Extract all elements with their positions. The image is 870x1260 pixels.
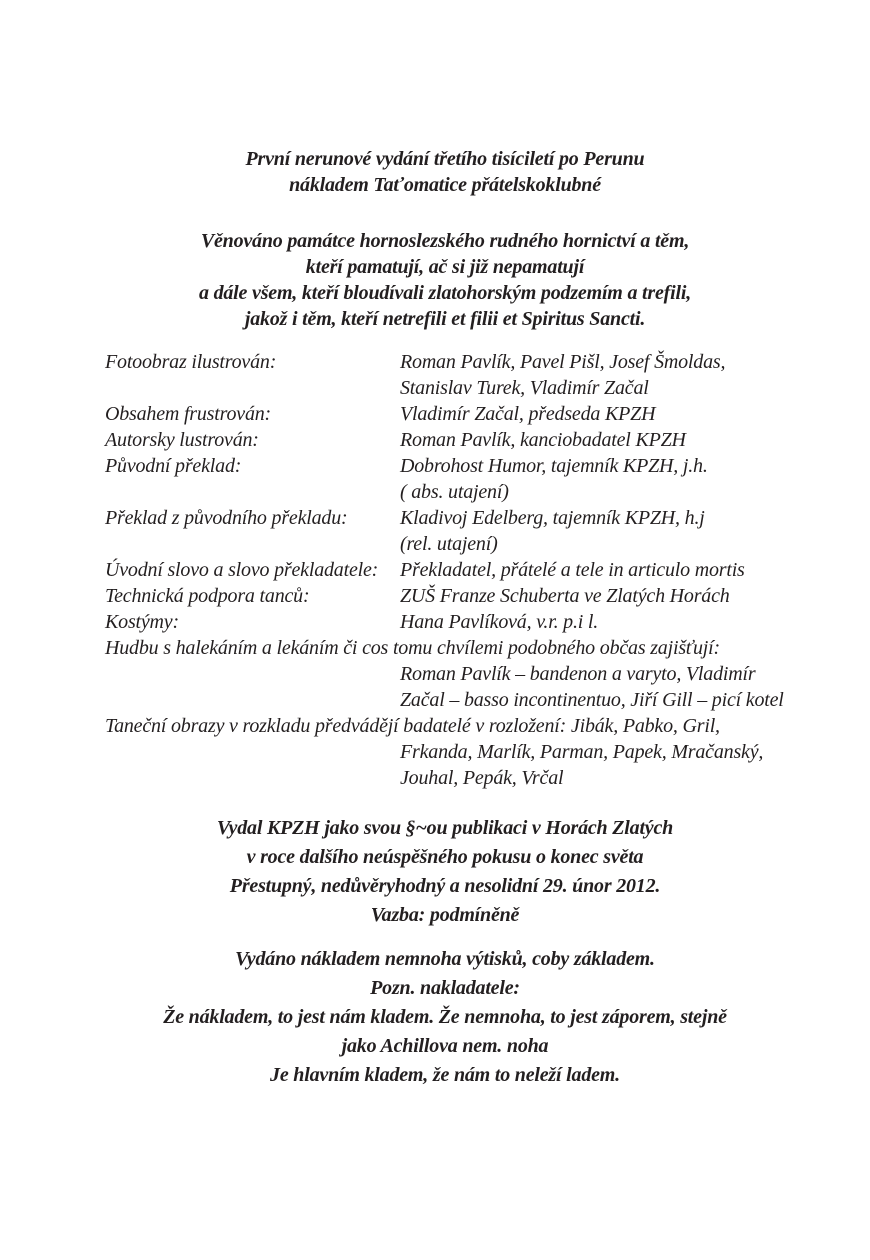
credit-value: Roman Pavlík – bandenon a varyto, Vladimír bbox=[400, 663, 756, 685]
publisher-note-line: Vydáno nákladem nemnoha výtisků, coby základem. bbox=[235, 948, 655, 970]
credit-row bbox=[105, 505, 820, 531]
credit-label: Fotoobraz ilustrován: bbox=[105, 351, 277, 373]
credit-value: Roman Pavlík, Pavel Pišl, Josef Šmoldas, bbox=[400, 351, 726, 373]
credit-row bbox=[105, 349, 820, 375]
credit-label: Obsahem frustrován: bbox=[105, 403, 272, 425]
publisher-note bbox=[70, 945, 820, 1090]
credit-value: Jouhal, Pepák, Vrčal bbox=[400, 767, 564, 789]
credit-label: Překlad z původního překladu: bbox=[105, 507, 348, 529]
credit-value: Kladivoj Edelberg, tajemník KPZH, h.j bbox=[400, 507, 705, 529]
dedication bbox=[70, 228, 820, 332]
credit-value: Začal – basso incontinentuo, Jiří Gill – picí kotel bbox=[400, 689, 784, 711]
credit-row bbox=[105, 479, 820, 505]
credit-value: Hana Pavlíková, v.r. p.i l. bbox=[400, 611, 599, 633]
edition-statement bbox=[70, 146, 820, 198]
imprint-line: Vydal KPZH jako svou §~ou publikaci v Horách Zlatých bbox=[216, 817, 674, 839]
imprint-line: v roce dalšího neúspěšného pokusu o konec světa bbox=[246, 846, 644, 868]
credit-value: Roman Pavlík, kanciobadatel KPZH bbox=[400, 429, 686, 451]
imprint bbox=[70, 814, 820, 930]
credit-full-line: Taneční obrazy v rozkladu předvádějí badatelé v rozložení: Jibák, Pabko, Gril, bbox=[105, 715, 720, 737]
credits-list bbox=[105, 349, 820, 791]
credit-value: Překladatel, přátelé a tele in articulo mortis bbox=[400, 559, 745, 581]
credit-row bbox=[105, 609, 820, 635]
dedication-line: a dále všem, kteří bloudívali zlatohorským podzemím a trefili, bbox=[198, 282, 692, 304]
credit-label: Autorsky lustrován: bbox=[105, 429, 259, 451]
credit-value: Stanislav Turek, Vladimír Začal bbox=[400, 377, 649, 399]
publisher-note-line: Je hlavním kladem, že nám to neleží ladem. bbox=[270, 1064, 620, 1086]
credit-value: Vladimír Začal, předseda KPZH bbox=[400, 403, 656, 425]
dedication-line: Věnováno památce hornoslezského rudného hornictví a těm, bbox=[200, 230, 690, 252]
credit-label: Úvodní slovo a slovo překladatele: bbox=[105, 559, 379, 581]
credit-value: Dobrohost Humor, tajemník KPZH, j.h. bbox=[400, 455, 708, 477]
credit-full-line: Hudbu s halekáním a lekáním či cos tomu chvílemi podobného občas zajišťují: bbox=[105, 637, 720, 659]
imprint-line: Přestupný, nedůvěryhodný a nesolidní 29. únor 2012. bbox=[229, 875, 661, 897]
publisher-note-line: Pozn. nakladatele: bbox=[370, 977, 520, 999]
credit-value: (rel. utajení) bbox=[400, 533, 498, 555]
credit-row bbox=[105, 531, 820, 557]
credit-label: Původní překlad: bbox=[105, 455, 242, 477]
credit-row bbox=[105, 375, 820, 401]
edition-line: nákladem Taťomatice přátelskoklubné bbox=[289, 174, 601, 196]
credit-row bbox=[105, 765, 820, 791]
credit-label: Kostýmy: bbox=[105, 611, 179, 633]
credit-row bbox=[105, 401, 820, 427]
publisher-note-line: Že nákladem, to jest nám kladem. Že nemnoha, to jest záporem, stejně bbox=[163, 1006, 727, 1028]
credit-label: Technická podpora tanců: bbox=[105, 585, 310, 607]
edition-line: První nerunové vydání třetího tisíciletí po Perunu bbox=[245, 148, 645, 170]
credit-row bbox=[105, 427, 820, 453]
dedication-line: kteří pamatují, ač si již nepamatují bbox=[305, 256, 585, 278]
publisher-note-line: jako Achillova nem. noha bbox=[341, 1035, 549, 1057]
credit-value: ( abs. utajení) bbox=[400, 481, 509, 503]
credit-value: Frkanda, Marlík, Parman, Papek, Mračanský, bbox=[400, 741, 764, 763]
credit-row bbox=[105, 687, 820, 713]
credit-row bbox=[105, 557, 820, 583]
credit-row bbox=[105, 583, 820, 609]
credit-row bbox=[105, 453, 820, 479]
credit-row bbox=[105, 661, 820, 687]
dedication-line: jakož i těm, kteří netrefili et filii et Spiritus Sancti. bbox=[244, 308, 646, 330]
imprint-line: Vazba: podmíněně bbox=[370, 904, 520, 926]
credit-value: ZUŠ Franze Schuberta ve Zlatých Horách bbox=[400, 585, 730, 607]
credit-row bbox=[105, 739, 820, 765]
